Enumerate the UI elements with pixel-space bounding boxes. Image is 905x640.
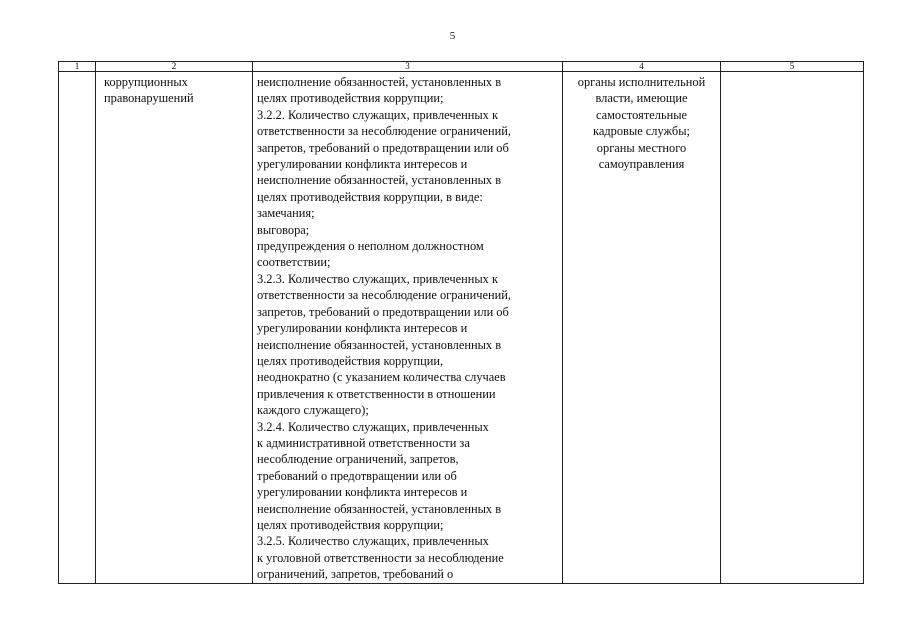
col3-line: целях противодействия коррупции; xyxy=(257,91,444,106)
col3-line: каждого служащего); xyxy=(257,403,369,418)
col3-line: к уголовной ответственности за несоблюдение xyxy=(257,550,504,565)
col4-line: власти, имеющие xyxy=(595,91,688,106)
col3-line: выговора; xyxy=(257,222,310,237)
col3-line: ограничений, запретов, требований о xyxy=(257,567,454,582)
col3-line: урегулировании конфликта интересов и xyxy=(257,485,468,500)
col3-line: 3.2.2. Количество служащих, привлеченных к xyxy=(257,107,498,122)
col3-line: замечания; xyxy=(257,206,315,221)
cell-col2 xyxy=(96,72,253,584)
col3-line: неисполнение обязанностей, установленных в xyxy=(257,75,502,89)
col3-line: урегулировании конфликта интересов и xyxy=(257,157,468,172)
col2-line: правонарушений xyxy=(104,91,194,106)
col3-line: несоблюдение ограничений, запретов, xyxy=(257,452,459,467)
cell-col5 xyxy=(721,72,864,584)
col3-line: неисполнение обязанностей, установленных в xyxy=(257,337,502,352)
page-number: 5 xyxy=(449,30,456,42)
column-number-row xyxy=(59,62,864,72)
col2-line: коррупционных xyxy=(104,75,188,89)
col3-line: целях противодействия коррупции; xyxy=(257,517,444,532)
col3-line: неисполнение обязанностей, установленных в xyxy=(257,501,502,516)
column-number-5: 5 xyxy=(721,62,864,72)
col3-line: 3.2.5. Количество служащих, привлеченных xyxy=(257,534,489,549)
col3-line: ответственности за несоблюдение ограничений, xyxy=(257,124,511,139)
col3-line: привлечения к ответственности в отношении xyxy=(257,386,496,401)
cell-col1 xyxy=(59,72,96,584)
column-number-2: 2 xyxy=(96,62,253,72)
col3-line: требований о предотвращении или об xyxy=(257,468,457,483)
cell-col4 xyxy=(563,72,721,584)
col3-line: предупреждения о неполном должностном xyxy=(257,239,484,254)
col3-line: неисполнение обязанностей, установленных в xyxy=(257,173,502,188)
col4-line: органы исполнительной xyxy=(577,75,706,89)
col4-line: кадровые службы; xyxy=(593,124,690,139)
document-table xyxy=(58,61,864,584)
col3-line: целях противодействия коррупции, в виде: xyxy=(257,189,483,204)
cell-col3 xyxy=(253,72,563,584)
column-number-4: 4 xyxy=(563,62,721,72)
col3-line: урегулировании конфликта интересов и xyxy=(257,321,468,336)
column-number-1: 1 xyxy=(59,62,96,72)
col3-line: 3.2.4. Количество служащих, привлеченных xyxy=(257,419,489,434)
col3-line: ответственности за несоблюдение ограничений, xyxy=(257,288,511,303)
col3-line: запретов, требований о предотвращении или об xyxy=(257,140,509,155)
col3-line: соответствии; xyxy=(257,255,331,270)
column-number-3: 3 xyxy=(253,62,563,72)
col3-line: к административной ответственности за xyxy=(257,435,470,450)
col3-line: запретов, требований о предотвращении или об xyxy=(257,304,509,319)
col4-line: самостоятельные xyxy=(595,107,688,122)
col4-line: самоуправления xyxy=(598,157,685,172)
col3-line: неоднократно (с указанием количества случаев xyxy=(257,370,506,385)
col3-line: целях противодействия коррупции, xyxy=(257,353,444,368)
col4-line: органы местного xyxy=(596,140,687,155)
table-row xyxy=(59,72,864,584)
col3-line: 3.2.3. Количество служащих, привлеченных к xyxy=(257,271,498,286)
